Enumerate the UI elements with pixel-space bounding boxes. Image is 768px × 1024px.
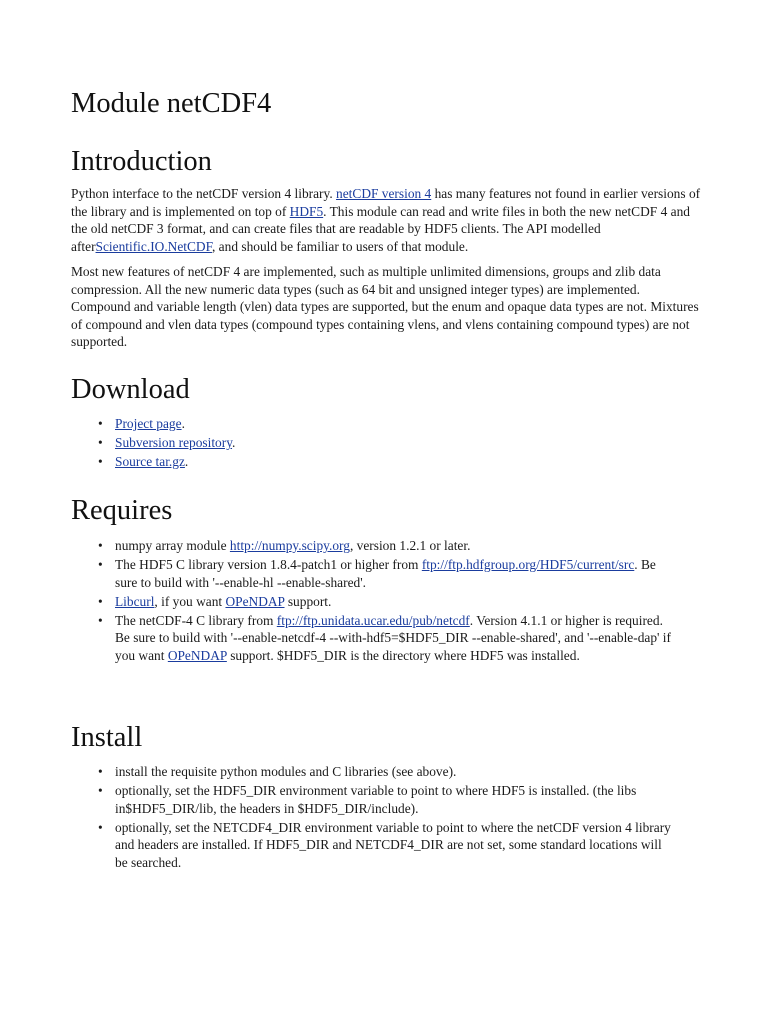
subversion-repository-link[interactable]: Subversion repository (115, 435, 233, 450)
install-list (71, 763, 671, 873)
requires-text: , version 1.2.1 or later. (349, 538, 471, 553)
requires-list (71, 537, 671, 666)
download-list (71, 415, 671, 472)
intro-paragraph-2: Most new features of netCDF 4 are implemented, such as multiple unlimited dimensions, groups and zlib data compression. All the new numeric data types (such as 64 bit and unsigned integer types) are implemented. Compound and variable length (vlen) data types are supported, but the enum and opaque data types are not. Mixtures of compound and vlen data types (compound types containing vlens, and vlens containing compound types) are not supported. (71, 264, 699, 349)
opendap-link-2[interactable]: OPeNDAP (167, 647, 227, 663)
requires-text: . Version 4.1.1 or higher is required. Be sure to build with '--enable-netcdf-4 --with-hdf5=$HDF5_DIR --enable-shared', and '--enable-dap' if you want (115, 612, 671, 663)
download-item-source-tarball (71, 453, 671, 471)
hdfgroup-ftp-link[interactable]: ftp://ftp.hdfgroup.org/HDF5/current/src (421, 557, 635, 572)
section-heading-requires: Requires (71, 495, 173, 526)
install-item: • optionally, set the HDF5_DIR environment variable to point to where HDF5 is installed. (the libs in$HDF5_DIR/lib, the headers in $HDF5_DIR/include). (71, 782, 671, 817)
requires-text: support. (284, 593, 332, 609)
list-item-punctuation: . (232, 435, 236, 450)
requires-text: . Be sure to build with '--enable-hl --enable-shared'. (115, 557, 656, 590)
section-heading-install: Install (71, 722, 143, 753)
hdf5-link[interactable]: HDF5 (289, 203, 324, 219)
requires-text: The netCDF-4 C library from (115, 612, 277, 628)
install-item: • optionally, set the NETCDF4_DIR environment variable to point to where the netCDF version 4 library and headers are installed. If HDF5_DIR and NETCDF4_DIR are not set, some standard locations will be searched. (71, 819, 671, 872)
source-tar-gz-link[interactable]: Source tar.gz (115, 454, 185, 469)
download-item-project-page (71, 415, 671, 433)
section-heading-introduction: Introduction (71, 146, 212, 177)
intro-text-4: , and should be familiar to users of that module. (211, 238, 469, 254)
opendap-link[interactable]: OPeNDAP (225, 593, 285, 609)
requires-text: support. $HDF5_DIR is the directory where HDF5 was installed. (226, 647, 580, 663)
unidata-ftp-link[interactable]: ftp://ftp.unidata.ucar.edu/pub/netcdf (276, 612, 470, 628)
project-page-link[interactable]: Project page (115, 416, 182, 431)
numpy-link[interactable]: http://numpy.scipy.org (229, 538, 350, 553)
scientific-io-netcdf-link[interactable]: Scientific.IO.NetCDF (95, 238, 212, 254)
intro-text-3: . This module can read and write files in both the new netCDF 4 and the old netCDF 3 format, and can create files that are readable by HDF5 clients. The API modelled after (71, 203, 690, 254)
netcdf-version-4-link[interactable]: netCDF version 4 (336, 186, 432, 201)
requires-item-libcurl (71, 593, 671, 611)
libcurl-link[interactable]: Libcurl (115, 593, 155, 609)
requires-text: , if you want (154, 593, 226, 609)
intro-text-2: has many features not found in earlier versions of the library and is implemented on top of (71, 186, 701, 219)
requires-item-numpy (71, 537, 671, 555)
install-item: • install the requisite python modules and C libraries (see above). (71, 763, 671, 781)
list-item-punctuation: . (184, 454, 189, 469)
intro-paragraph-1 (71, 185, 701, 255)
requires-text: The HDF5 C library version 1.8.4-patch1 or higher from (115, 557, 422, 572)
intro-text-1: Python interface to the netCDF version 4 library. (71, 186, 337, 201)
download-item-subversion (71, 434, 671, 452)
list-item-punctuation: . (181, 416, 185, 431)
requires-text: numpy array module (115, 538, 230, 553)
section-heading-download: Download (71, 374, 190, 405)
requires-item-netcdf4 (71, 612, 671, 665)
requires-item-hdf5 (71, 556, 671, 591)
page-title: Module netCDF4 (71, 88, 272, 119)
